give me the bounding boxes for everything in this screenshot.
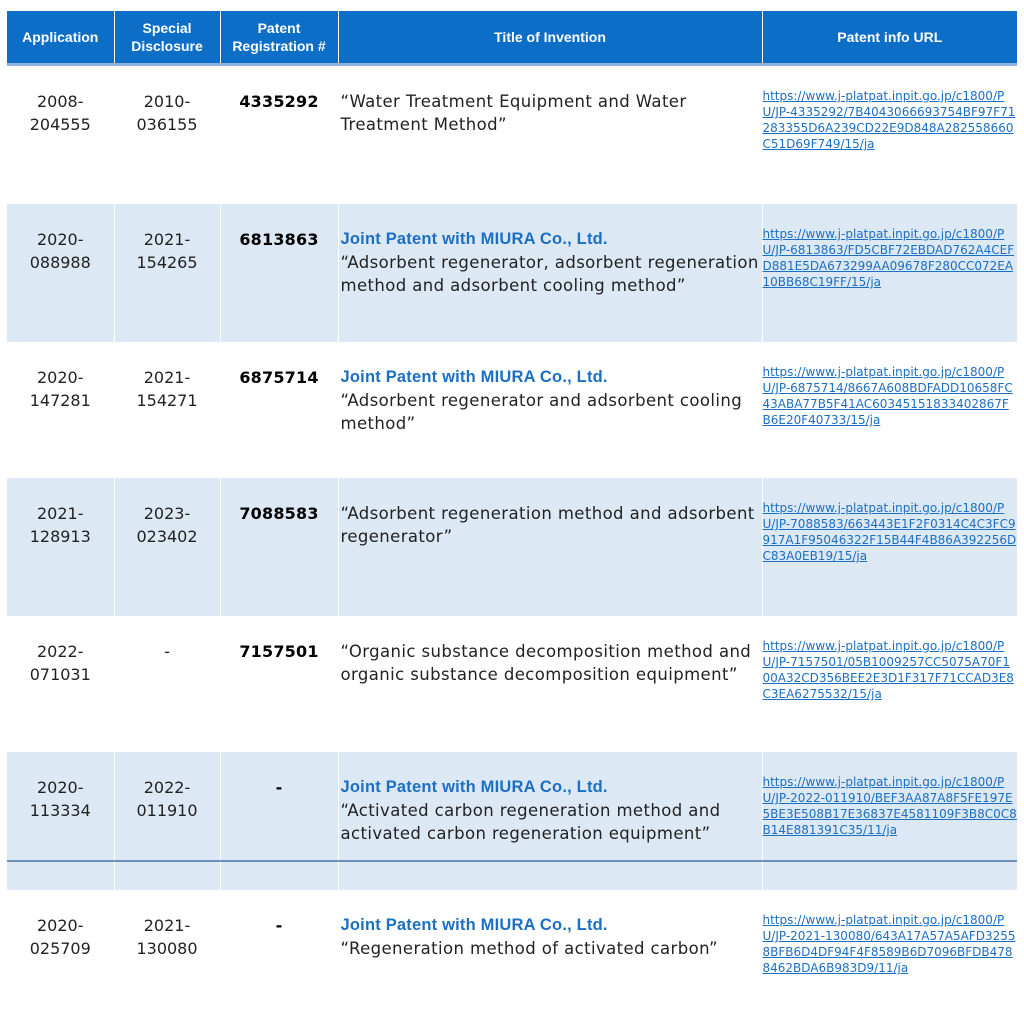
cell-application: 2020- 147281 [7,342,114,478]
joint-patent-label: Joint Patent with MIURA Co., Ltd. [341,228,762,251]
table-row [7,616,1017,752]
cell-registration: - [220,752,338,890]
cell-special-disclosure: - [114,616,220,752]
cell-title [338,752,762,890]
invention-title: “Adsorbent regenerator, adsorbent regeneration method and adsorbent cooling method” [341,253,759,295]
cell-title [338,890,762,1026]
cell-special-disclosure: 2021- 154271 [114,342,220,478]
cell-registration: 7088583 [220,478,338,616]
joint-patent-label: Joint Patent with MIURA Co., Ltd. [341,366,762,389]
patent-info-link[interactable]: https://www.j-platpat.inpit.go.jp/c1800/PU/JP-6875714/8667A608BDFADD10658FC43ABA77B5F41AC6034515183340​2867FB6E20F40733/15/ja [763,364,1018,428]
cell-url [762,890,1017,1026]
table-row [7,752,1017,890]
cell-url [762,204,1017,342]
joint-patent-label: Joint Patent with MIURA Co., Ltd. [341,776,762,799]
header-patent-info-url: Patent info URL [762,11,1017,65]
patent-table-container [7,11,1017,1026]
patent-info-link[interactable]: https://www.j-platpat.inpit.go.jp/c1800/PU/JP-4335292/7B4043066693754BF97F71283355D6A239CD22E9D848A282558660C51D69F749/15/ja [763,88,1018,152]
patent-info-link[interactable]: https://www.j-platpat.inpit.go.jp/c1800/PU/JP-2022-011910/BEF3AA87A8F5FE197E5BE3E508B17E36837E4581109F3B8C0C8B14E881391C35/11/ja [763,774,1018,838]
cell-special-disclosure: 2022- 011910 [114,752,220,890]
cell-special-disclosure: 2010- 036155 [114,65,220,205]
cell-application: 2022- 071031 [7,616,114,752]
cell-url [762,616,1017,752]
cell-registration: 7157501 [220,616,338,752]
cell-url [762,478,1017,616]
header-special-disclosure: Special Disclosure [114,11,220,65]
cell-application: 2020- 088988 [7,204,114,342]
cell-title [338,65,762,205]
joint-patent-label: Joint Patent with MIURA Co., Ltd. [341,914,762,937]
invention-title: “Water Treatment Equipment and Water Treatment Method” [341,92,687,134]
cell-special-disclosure: 2021- 130080 [114,890,220,1026]
header-patent-registration: Patent Registration # [220,11,338,65]
table-body [7,65,1017,1026]
cell-title [338,478,762,616]
patent-info-link[interactable]: https://www.j-platpat.inpit.go.jp/c1800/PU/JP-7157501/05B1009257CC5075A70F100A32CD356BEE2E3D1F317F71CCAD3E8C3EA6275532/15/ja [763,638,1018,702]
header-title-of-invention: Title of Invention [338,11,762,65]
cell-special-disclosure: 2021- 154265 [114,204,220,342]
invention-title: “Activated carbon regeneration method and activated carbon regeneration equipment” [341,801,721,843]
table-row [7,478,1017,616]
cell-url [762,752,1017,890]
cell-title [338,616,762,752]
cell-registration: 4335292 [220,65,338,205]
cell-registration: - [220,890,338,1026]
patent-info-link[interactable]: https://www.j-platpat.inpit.go.jp/c1800/PU/JP-7088583/663443E1F2F0314C4C3FC9917A1F95046322F15B44F4B86A392256DC83A0EB19/15/ja [763,500,1018,564]
header-row [7,11,1017,65]
table-header [7,11,1017,65]
cell-registration: 6875714 [220,342,338,478]
table-bottom-rule [7,860,1017,862]
invention-title: “Adsorbent regeneration method and adsorbent regenerator” [341,504,755,546]
header-application: Application [7,11,114,65]
table-row [7,342,1017,478]
cell-application: 2020- 025709 [7,890,114,1026]
cell-application: 2021- 128913 [7,478,114,616]
invention-title: “Adsorbent regenerator and adsorbent cooling method” [341,391,743,433]
table-row [7,204,1017,342]
cell-special-disclosure: 2023- 023402 [114,478,220,616]
cell-url [762,342,1017,478]
patent-table [7,11,1017,1026]
cell-title [338,342,762,478]
cell-application: 2008- 204555 [7,65,114,205]
cell-application: 2020- 113334 [7,752,114,890]
table-row [7,65,1017,205]
cell-registration: 6813863 [220,204,338,342]
cell-url [762,65,1017,205]
invention-title: “Regeneration method of activated carbon” [341,939,719,958]
invention-title: “Organic substance decomposition method and organic substance decomposition equipment” [341,642,752,684]
patent-info-link[interactable]: https://www.j-platpat.inpit.go.jp/c1800/PU/JP-6813863/FD5CBF72EBDAD762A4CEFD881E5DA673299AA09678F280CC072EA10BB68C19FF/15/ja [763,226,1018,290]
table-row [7,890,1017,1026]
cell-title [338,204,762,342]
patent-info-link[interactable]: https://www.j-platpat.inpit.go.jp/c1800/PU/JP-2021-130080/643A17A57A5AFD32558BFB6D4DF94F4F8589B6D7096BFDB4788462BDA6B983D9/11/ja [763,912,1018,976]
